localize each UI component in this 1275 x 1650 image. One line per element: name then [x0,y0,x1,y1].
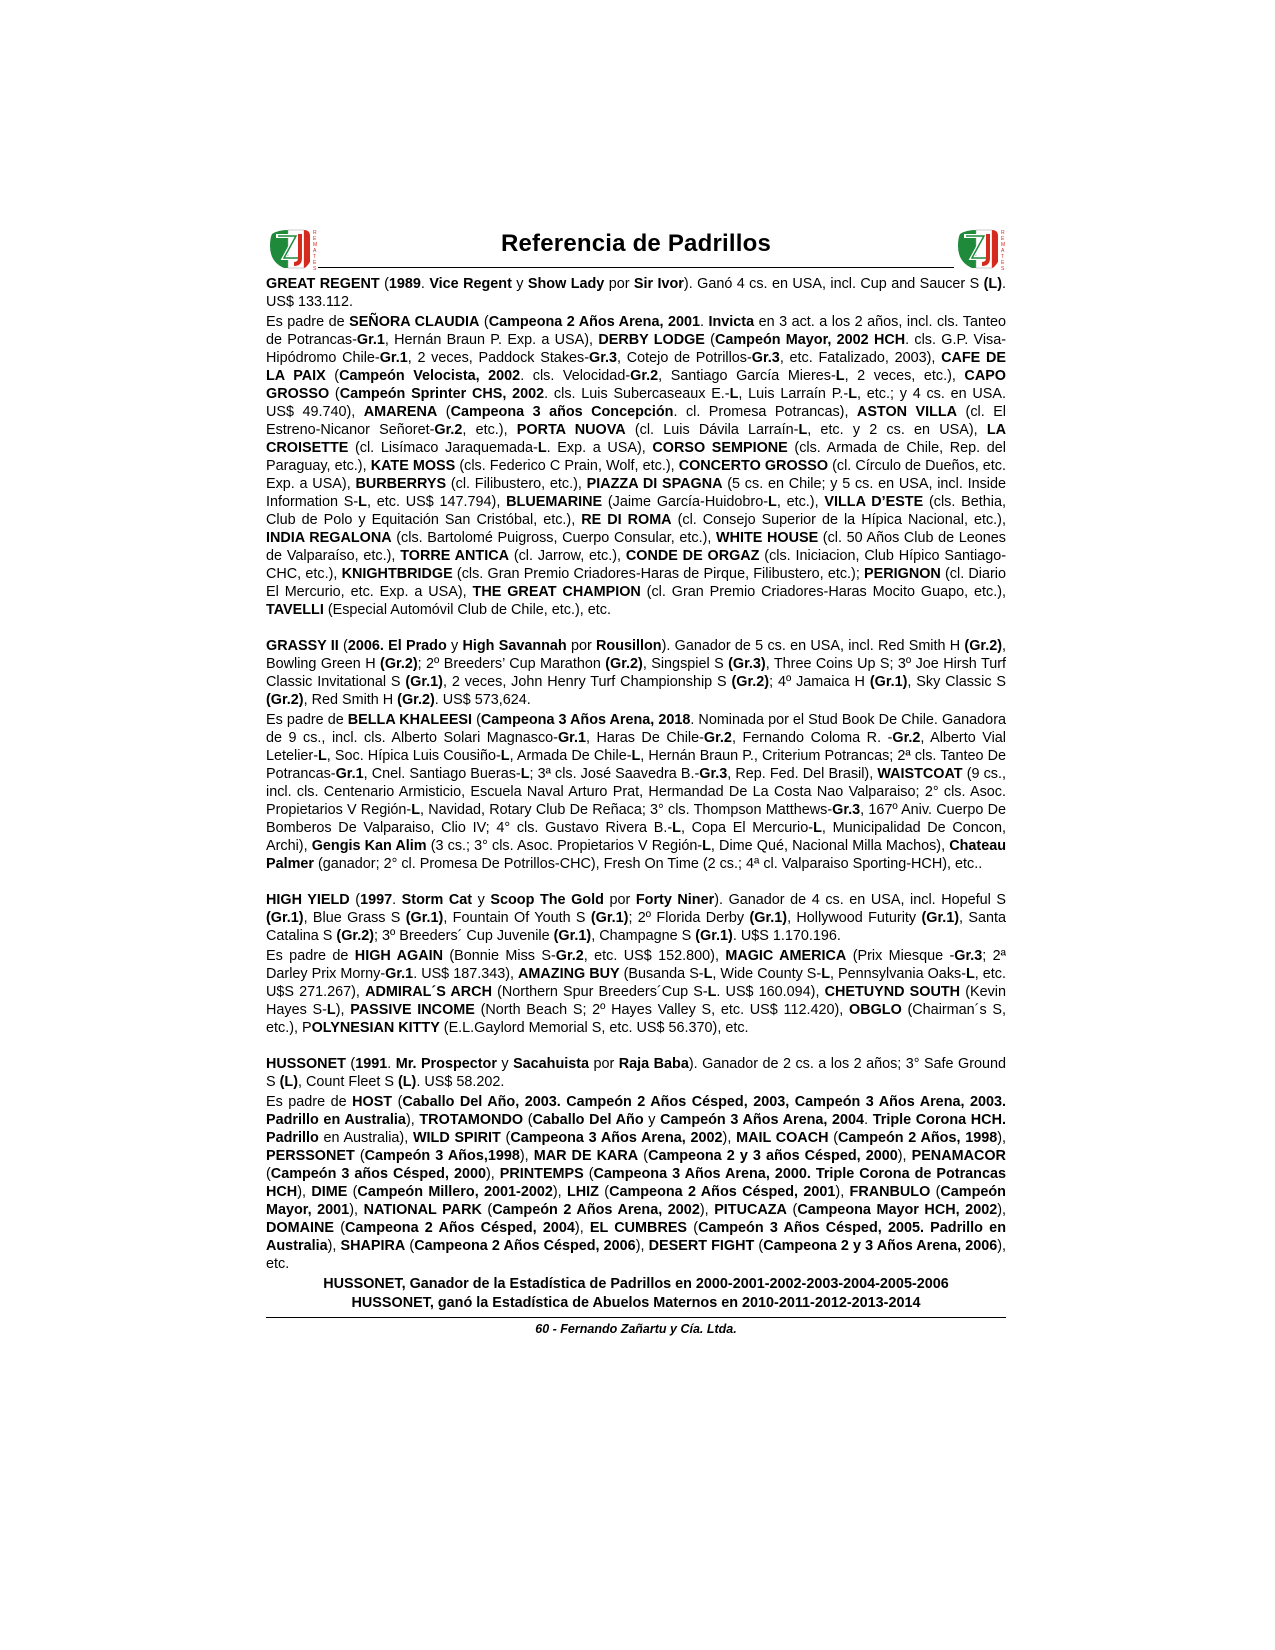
stallion-entry-hussonet [266,1055,1006,1273]
zj-remates-logo [954,224,1006,270]
stallion-pedigree: GRASSY II (2006. El Prado y High Savannah por Rousillon). Ganador de 5 cs. en USA, incl. Red Smith H (Gr.2), Bowling Green H (Gr.2); 2º Breeders’ Cup Marathon (Gr.2), Singspiel S (Gr.3), Three Coins Up S; 3º Joe Hirsh Turf Classic Invitational S (Gr.1), 2 veces, John Henry Turf Championship S (Gr.2); 4º Jamaica H (Gr.1), Sky Classic S (Gr.2), Red Smith H (Gr.2). US$ 573,624. [266,638,1007,708]
page-title: Referencia de Padrillos [500,230,772,257]
footer-rule [266,1317,1006,1318]
svg-text:E: E [313,236,317,242]
svg-text:A: A [1001,248,1005,254]
stallion-offspring: Es padre de SEÑORA CLAUDIA (Campeona 2 Años Arena, 2001. Invicta en 3 act. a los 2 años, incl. cls. Tanteo de Potrancas-Gr.1, Hernán Braun P. Exp. a USA), DERBY LODGE (Campeón Mayor, 2002 HCH. cls. G.P. Visa-Hipódromo Chile-Gr.1, 2 veces, Paddock Stakes-Gr.3, Cotejo de Potrillos-Gr.3, etc. Fatalizado, 2003), CAFE DE LA PAIX (Campeón Velocista, 2002. cls. Velocidad-Gr.2, Santiago García Mieres-L, 2 veces, etc.), CAPO GROSSO (Campeón Sprinter CHS, 2002. cls. Luis Subercaseaux E.-L, Luis Larraín P.-L, etc.; y 4 cs. en USA. US$ 49.740), AMARENA (Campeona 3 años Concepción. cl. Promesa Potrancas), ASTON VILLA (cl. El Estreno-Nicanor Señoret-Gr.2, etc.), PORTA NUOVA (cl. Luis Dávila Larraín-L, etc. y 2 cs. en USA), LA CROISETTE (cl. Lisímaco Jaraquemada-L. Exp. a USA), CORSO SEMPIONE (cls. Armada de Chile, Rep. del Paraguay, etc.), KATE MOSS (cls. Federico C Prain, Wolf, etc.), CONCERTO GROSSO (cl. Círculo de Dueños, etc. Exp. a USA), BURBERRYS (cl. Filibustero, etc.), PIAZZA DI SPAGNA (5 cs. en Chile; y 5 cs. en USA, incl. Inside Information S-L, etc. US$ 147.794), BLUEMARINE (Jaime García-Huidobro-L, etc.), VILLA D’ESTE (cls. Bethia, Club de Polo y Equitación San Cristóbal, etc.), RE DI ROMA (cl. Consejo Superior de la Hípica Nacional, etc.), INDIA REGALONA (cls. Bartolomé Puigross, Cuerpo Consular, etc.), WHITE HOUSE (cl. 50 Años Club de Leones de Valparaíso, etc.), TORRE ANTICA (cl. Jarrow, etc.), CONDE DE ORGAZ (cls. Iniciacion, Club Hípico Santiago-CHC, etc.), KNIGHTBRIDGE (cls. Gran Premio Criadores-Haras de Pirque, Filibustero, etc.); PERIGNON (cl. Diario El Mercurio, etc. Exp. a USA), THE GREAT CHAMPION (cl. Gran Premio Criadores-Haras Mocito Guapo, etc.), TAVELLI (Especial Automóvil Club de Chile, etc.), etc. [266,314,1007,618]
stallion-pedigree: HUSSONET (1991. Mr. Prospector y Sacahuista por Raja Baba). Ganador de 2 cs. a los 2 años; 3° Safe Ground S (L), Count Fleet S (L). US$ 58.202. [266,1056,1007,1090]
svg-text:M: M [1001,242,1006,248]
stallion-offspring: Es padre de HIGH AGAIN (Bonnie Miss S-Gr.2, etc. US$ 152.800), MAGIC AMERICA (Prix Miesque -Gr.3; 2ª Darley Prix Morny-Gr.1. US$ 187.343), AMAZING BUY (Busanda S-L, Wide County S-L, Pennsylvania Oaks-L, etc. U$S 271.267), ADMIRAL´S ARCH (Northern Spur Breeders´Cup S-L. US$ 160.094), CHETUYND SOUTH (Kevin Hayes S-L), PASSIVE INCOME (North Beach S; 2º Hayes Valley S, etc. US$ 112.420), OBGLO (Chairman´s S, etc.), POLYNESIAN KITTY (E.L.Gaylord Memorial S, etc. US$ 56.370), etc. [266,948,1007,1036]
page-header [266,224,1006,272]
svg-text:S: S [1001,266,1005,270]
page-footer: 60 - Fernando Zañartu y Cía. Ltda. [535,1322,737,1336]
svg-text:E: E [313,260,317,266]
stallion-offspring: Es padre de HOST (Caballo Del Año, 2003. Campeón 2 Años Césped, 2003, Campeón 3 Años Arena, 2003. Padrillo en Australia), TROTAMONDO (Caballo Del Año y Campeón 3 Años Arena, 2004. Triple Corona HCH. Padrillo en Australia), WILD SPIRIT (Campeona 3 Años Arena, 2002), MAIL COACH (Campeón 2 Años, 1998), PERSSONET (Campeón 3 Años,1998), MAR DE KARA (Campeona 2 y 3 años Césped, 2000), PENAMACOR (Campeón 3 años Césped, 2000), PRINTEMPS (Campeona 3 Años Arena, 2000. Triple Corona de Potrancas HCH), DIME (Campeón Millero, 2001-2002), LHIZ (Campeona 2 Años Césped, 2001), FRANBULO (Campeón Mayor, 2001), NATIONAL PARK (Campeón 2 Años Arena, 2002), PITUCAZA (Campeona Mayor HCH, 2002), DOMAINE (Campeona 2 Años Césped, 2004), EL CUMBRES (Campeón 3 Años Césped, 2005. Padrillo en Australia), SHAPIRA (Campeona 2 Años Césped, 2006), DESERT FIGHT (Campeona 2 y 3 Años Arena, 2006), etc. [266,1094,1007,1272]
stallion-offspring: Es padre de BELLA KHALEESI (Campeona 3 Años Arena, 2018. Nominada por el Stud Book De Chile. Ganadora de 9 cs., incl. cls. Alberto Solari Magnasco-Gr.1, Haras De Chile-Gr.2, Fernando Coloma R. -Gr.2, Alberto Vial Letelier-L, Soc. Hípica Luis Cousiño-L, Armada De Chile-L, Hernán Braun P., Criterium Potrancas; 2ª cls. Tanteo De Potrancas-Gr.1, Cnel. Santiago Bueras-L; 3ª cls. José Saavedra B.-Gr.3, Rep. Fed. Del Brasil), WAISTCOAT (9 cs., incl. cls. Centenario Armisticio, Escuela Naval Arturo Prat, Hermandad De La Costa Nao Valparaiso; 2° cls. Asoc. Propietarios V Región-L, Navidad, Rotary Club De Reñaca; 3° cls. Thompson Matthews-Gr.3, 167º Aniv. Cuerpo De Bomberos De Valparaiso, Clio IV; 4° cls. Gustavo Rivera B.-L, Copa El Mercurio-L, Municipalidad De Concon, Archi), Gengis Kan Alim (3 cs.; 3° cls. Asoc. Propietarios V Región-L, Dime Qué, Nacional Milla Machos), Chateau Palmer (ganador; 2° cl. Promesa De Potrillos-CHC), Fresh On Time (2 cs.; 4ª cl. Valparaiso Sporting-HCH), etc.. [266,712,1007,872]
hussonet-stats [266,1275,1006,1313]
stats-line-broodmare-sires: HUSSONET, ganó la Estadística de Abuelos Maternos en 2010-2011-2012-2013-2014 [351,1295,921,1311]
stallion-pedigree: GREAT REGENT (1989. Vice Regent y Show Lady por Sir Ivor). Ganó 4 cs. en USA, incl. Cup and Saucer S (L). US$ 133.112. [266,276,1007,310]
document-page [266,224,1006,1336]
title-rule [318,267,954,268]
stallion-entry-high-yield [266,891,1006,1037]
svg-text:S: S [313,266,317,270]
svg-text:T: T [1001,254,1005,260]
svg-text:R: R [1001,230,1005,236]
stats-line-sires: HUSSONET, Ganador de la Estadística de Padrillos en 2000-2001-2002-2003-2004-2005-2006 [323,1276,949,1292]
svg-text:E: E [1001,236,1005,242]
zj-remates-logo [266,224,318,270]
svg-text:A: A [313,248,317,254]
stallion-entry-great-regent [266,275,1006,619]
stallion-pedigree: HIGH YIELD (1997. Storm Cat y Scoop The Gold por Forty Niner). Ganador de 4 cs. en USA, incl. Hopeful S (Gr.1), Blue Grass S (Gr.1), Fountain Of Youth S (Gr.1); 2º Florida Derby (Gr.1), Hollywood Futurity (Gr.1), Santa Catalina S (Gr.2); 3º Breeders´ Cup Juvenile (Gr.1), Champagne S (Gr.1). U$S 1.170.196. [266,892,1007,944]
svg-text:R: R [313,230,317,236]
svg-text:M: M [313,242,318,248]
svg-text:T: T [313,254,317,260]
stallion-entry-grassy-ii [266,637,1006,873]
svg-text:E: E [1001,260,1005,266]
